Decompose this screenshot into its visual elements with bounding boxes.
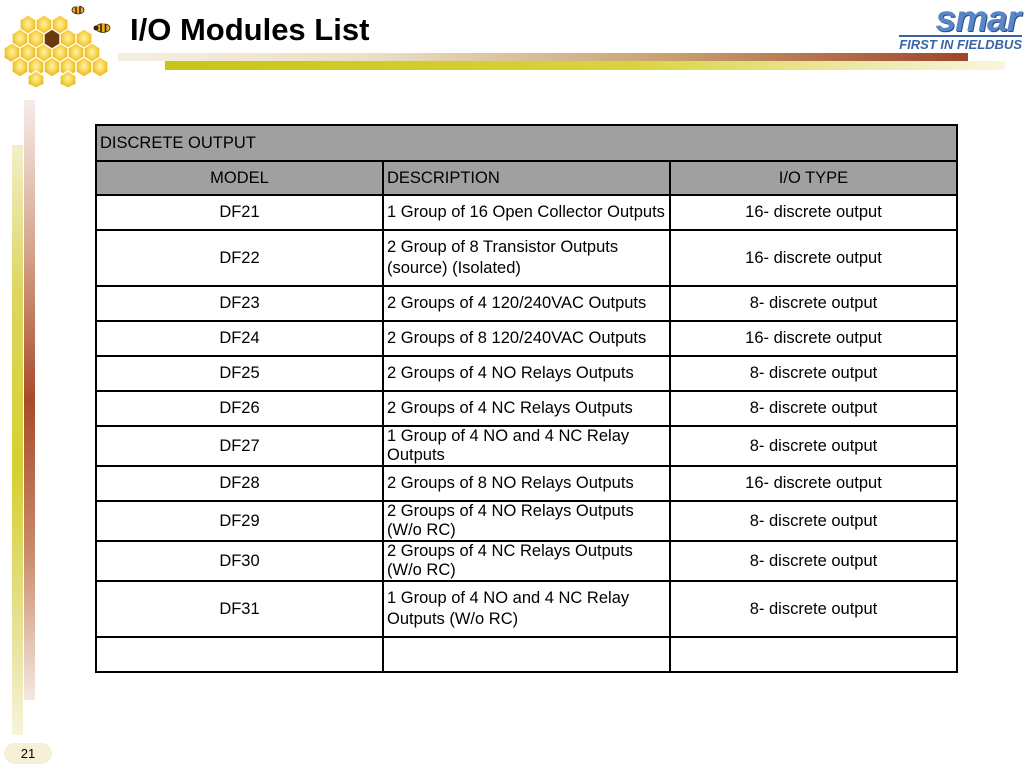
decorative-bar-top [118, 53, 968, 61]
decorative-vertical-bar-right [24, 100, 35, 700]
header-model: MODEL [96, 161, 383, 195]
table-row [96, 391, 957, 426]
cell-io-type: 16- discrete output [670, 466, 957, 501]
cell-io-type: 8- discrete output [670, 391, 957, 426]
table-section-row [96, 125, 957, 161]
cell-model: DF21 [96, 195, 383, 230]
io-modules-table [95, 124, 958, 673]
cell-description: 2 Groups of 4 NC Relays Outputs [383, 391, 670, 426]
cell-io-type: 8- discrete output [670, 581, 957, 637]
cell-model: DF30 [96, 541, 383, 581]
honeycomb-bee-logo [0, 0, 125, 90]
table-row [96, 466, 957, 501]
cell-io-type [670, 637, 957, 672]
cell-io-type: 16- discrete output [670, 230, 957, 286]
cell-io-type: 8- discrete output [670, 541, 957, 581]
cell-model: DF25 [96, 356, 383, 391]
logo-tagline: FIRST IN FIELDBUS [899, 37, 1022, 52]
bee-icon [72, 1, 84, 14]
cell-description: 2 Groups of 4 120/240VAC Outputs [383, 286, 670, 321]
cell-description: 1 Group of 4 NO and 4 NC Relay Outputs (W/o RC) [383, 581, 670, 637]
table-row [96, 501, 957, 541]
smar-logo [870, 2, 1022, 54]
table-row [96, 581, 957, 637]
table-row-empty [96, 637, 957, 672]
table-header-row [96, 161, 957, 195]
header-description: DESCRIPTION [383, 161, 670, 195]
cell-description: 1 Group of 4 NO and 4 NC Relay Outputs [383, 426, 670, 466]
table-row [96, 356, 957, 391]
cell-description: 2 Groups of 4 NO Relays Outputs [383, 356, 670, 391]
cell-model: DF22 [96, 230, 383, 286]
table-row [96, 195, 957, 230]
cell-description: 2 Groups of 4 NC Relays Outputs (W/o RC) [383, 541, 670, 581]
table-row [96, 230, 957, 286]
page-number: 21 [4, 743, 52, 764]
cell-description [383, 637, 670, 672]
cell-description: 1 Group of 16 Open Collector Outputs [383, 195, 670, 230]
decorative-vertical-bar-left [12, 145, 23, 735]
cell-io-type: 8- discrete output [670, 426, 957, 466]
cell-io-type: 16- discrete output [670, 195, 957, 230]
bee-icon [94, 18, 111, 33]
table-row [96, 541, 957, 581]
cell-description: 2 Groups of 8 120/240VAC Outputs [383, 321, 670, 356]
header-io-type: I/O TYPE [670, 161, 957, 195]
table-row [96, 321, 957, 356]
cell-model: DF28 [96, 466, 383, 501]
cell-io-type: 16- discrete output [670, 321, 957, 356]
cell-model: DF29 [96, 501, 383, 541]
slide-title: I/O Modules List [130, 12, 370, 47]
cell-description: 2 Groups of 4 NO Relays Outputs (W/o RC) [383, 501, 670, 541]
cell-description: 2 Groups of 8 NO Relays Outputs [383, 466, 670, 501]
table-row [96, 426, 957, 466]
cell-io-type: 8- discrete output [670, 356, 957, 391]
cell-model: DF27 [96, 426, 383, 466]
decorative-bar-bottom [165, 61, 1005, 70]
cell-io-type: 8- discrete output [670, 501, 957, 541]
cell-io-type: 8- discrete output [670, 286, 957, 321]
cell-model: DF23 [96, 286, 383, 321]
cell-model: DF26 [96, 391, 383, 426]
cell-description: 2 Group of 8 Transistor Outputs (source) (Isolated) [383, 230, 670, 286]
section-title: DISCRETE OUTPUT [96, 125, 957, 161]
cell-model: DF24 [96, 321, 383, 356]
logo-word: smar [935, 0, 1020, 39]
cell-model [96, 637, 383, 672]
cell-model: DF31 [96, 581, 383, 637]
table-row [96, 286, 957, 321]
